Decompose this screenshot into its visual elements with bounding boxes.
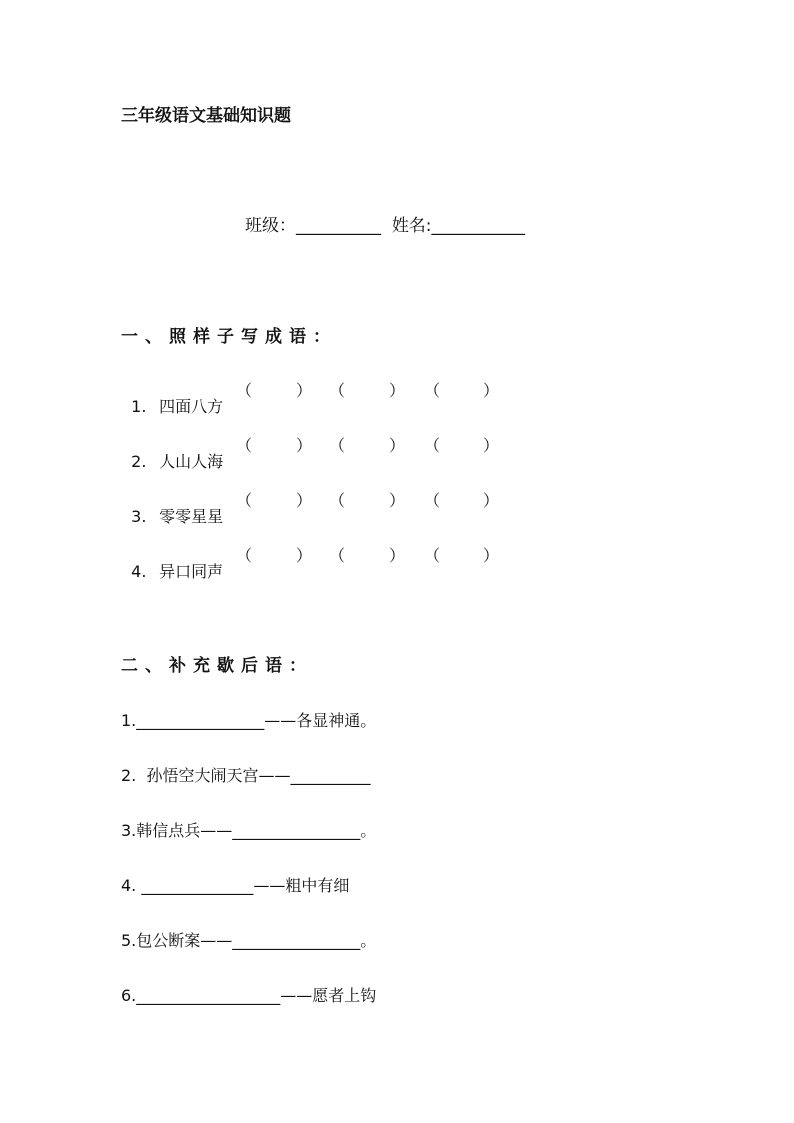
name-label: 姓名: — [391, 216, 432, 236]
paren-open: （ — [424, 381, 441, 400]
item-number: 3. — [131, 507, 147, 526]
xiehouyu-item-1: 1.________________——各显神通。 — [121, 711, 377, 730]
paren-open: （ — [329, 546, 346, 565]
idiom-example: 异口同声 — [159, 562, 224, 581]
xiehouyu-item-3: 3.韩信点兵——________________。 — [121, 821, 377, 840]
idiom-example: 零零星星 — [159, 507, 224, 526]
paren-close: ） — [483, 436, 500, 455]
item-number: 2. — [131, 452, 147, 471]
paren-close: ） — [483, 546, 500, 565]
paren-open: （ — [236, 436, 253, 455]
idiom-row-4 — [121, 546, 541, 581]
xiehouyu-item-4: 4. ______________——粗中有细 — [121, 876, 350, 895]
class-name-line — [245, 218, 525, 235]
xiehouyu-item-2: 2. 孙悟空大闹天宫——__________ — [121, 766, 371, 785]
paren-close: ） — [389, 436, 406, 455]
item-number: 1. — [131, 397, 147, 416]
paren-open: （ — [236, 491, 253, 510]
worksheet-title: 三年级语文基础知识题 — [121, 106, 291, 126]
name-blank: ___________ — [431, 216, 526, 236]
idiom-row-2 — [121, 436, 541, 471]
paren-close: ） — [389, 381, 406, 400]
idiom-example: 人山人海 — [159, 452, 224, 471]
paren-close: ） — [483, 381, 500, 400]
paren-close: ） — [296, 436, 313, 455]
paren-open: （ — [329, 381, 346, 400]
paren-close: ） — [296, 546, 313, 565]
paren-open: （ — [424, 491, 441, 510]
paren-open: （ — [424, 436, 441, 455]
class-blank: __________ — [296, 216, 381, 236]
xiehouyu-item-6: 6.__________________——愿者上钩 — [121, 986, 377, 1005]
paren-open: （ — [236, 546, 253, 565]
idiom-row-3 — [121, 491, 541, 526]
section1-heading: 一、照样子写成语： — [121, 327, 337, 347]
class-label: 班级： — [245, 216, 296, 236]
paren-close: ） — [389, 491, 406, 510]
section2-heading: 二、补充歇后语： — [121, 656, 313, 676]
paren-close: ） — [389, 546, 406, 565]
paren-close: ） — [296, 381, 313, 400]
paren-open: （ — [424, 546, 441, 565]
paren-close: ） — [483, 491, 500, 510]
paren-open: （ — [329, 491, 346, 510]
xiehouyu-item-5: 5.包公断案——________________。 — [121, 931, 377, 950]
paren-open: （ — [329, 436, 346, 455]
paren-open: （ — [236, 381, 253, 400]
idiom-example: 四面八方 — [159, 397, 224, 416]
paren-close: ） — [296, 491, 313, 510]
item-number: 4. — [131, 562, 147, 581]
idiom-row-1 — [121, 381, 541, 416]
